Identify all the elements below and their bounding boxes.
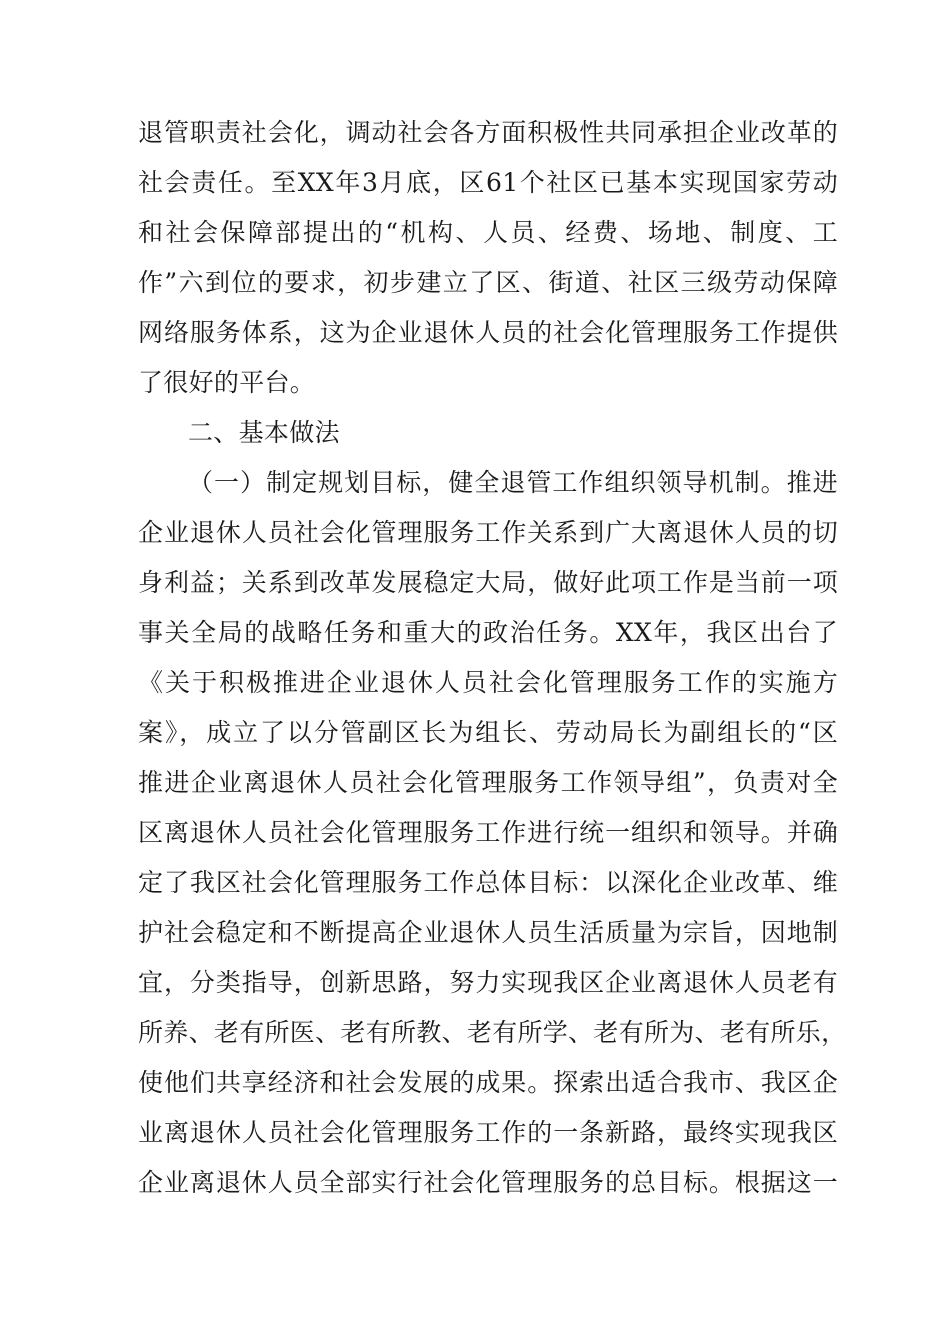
paragraph-2-line-14: 业离退休人员社会化管理服务工作的一条新路，最终实现我区 [138,1118,838,1147]
paragraph-2-line-9: 定了我区社会化管理服务工作总体目标：以深化企业改革、维 [138,868,838,897]
paragraph-2-line-12: 所养、老有所医、老有所教、老有所学、老有所为、老有所乐， [138,1018,847,1047]
paragraph-1-line-5: 网络服务体系，这为企业退休人员的社会化管理服务工作提供 [138,318,838,347]
paragraph-1-line-2: 社会责任。至XX年3月底，区61个社区已基本实现国家劳动 [138,168,838,197]
paragraph-2-line-6: 案》，成立了以分管副区长为组长、劳动局长为副组长的“区 [138,718,838,747]
paragraph-2-line-11: 宜，分类指导，创新思路，努力实现我区企业离退休人员老有 [138,968,838,997]
section-heading: 二、基本做法 [188,418,340,447]
paragraph-2-line-4: 事关全局的战略任务和重大的政治任务。XX年，我区出台了 [138,618,838,647]
paragraph-1-line-4: 作”六到位的要求，初步建立了区、街道、社区三级劳动保障 [138,268,838,297]
paragraph-2-line-3: 身利益；关系到改革发展稳定大局，做好此项工作是当前一项 [138,568,838,597]
paragraph-1-line-1: 退管职责社会化，调动社会各方面积极性共同承担企业改革的 [138,118,838,147]
paragraph-2-line-2: 企业退休人员社会化管理服务工作关系到广大离退休人员的切 [138,518,838,547]
paragraph-1-line-6: 了很好的平台。 [138,368,316,397]
paragraph-2-line-7: 推进企业离退休人员社会化管理服务工作领导组”，负责对全 [138,768,838,797]
paragraph-2-line-15: 企业离退休人员全部实行社会化管理服务的总目标。根据这一 [138,1168,838,1197]
paragraph-1-line-3: 和社会保障部提出的“机构、人员、经费、场地、制度、工 [138,218,838,247]
paragraph-2-line-1: （一）制定规划目标，健全退管工作组织领导机制。推进 [188,468,838,497]
paragraph-2-line-8: 区离退休人员社会化管理服务工作进行统一组织和领导。并确 [138,818,838,847]
paragraph-2-line-13: 使他们共享经济和社会发展的成果。探索出适合我市、我区企 [138,1068,838,1097]
paragraph-2-line-10: 护社会稳定和不断提高企业退休人员生活质量为宗旨，因地制 [138,918,838,947]
paragraph-2-line-5: 《关于积极推进企业退休人员社会化管理服务工作的实施方 [138,668,838,697]
